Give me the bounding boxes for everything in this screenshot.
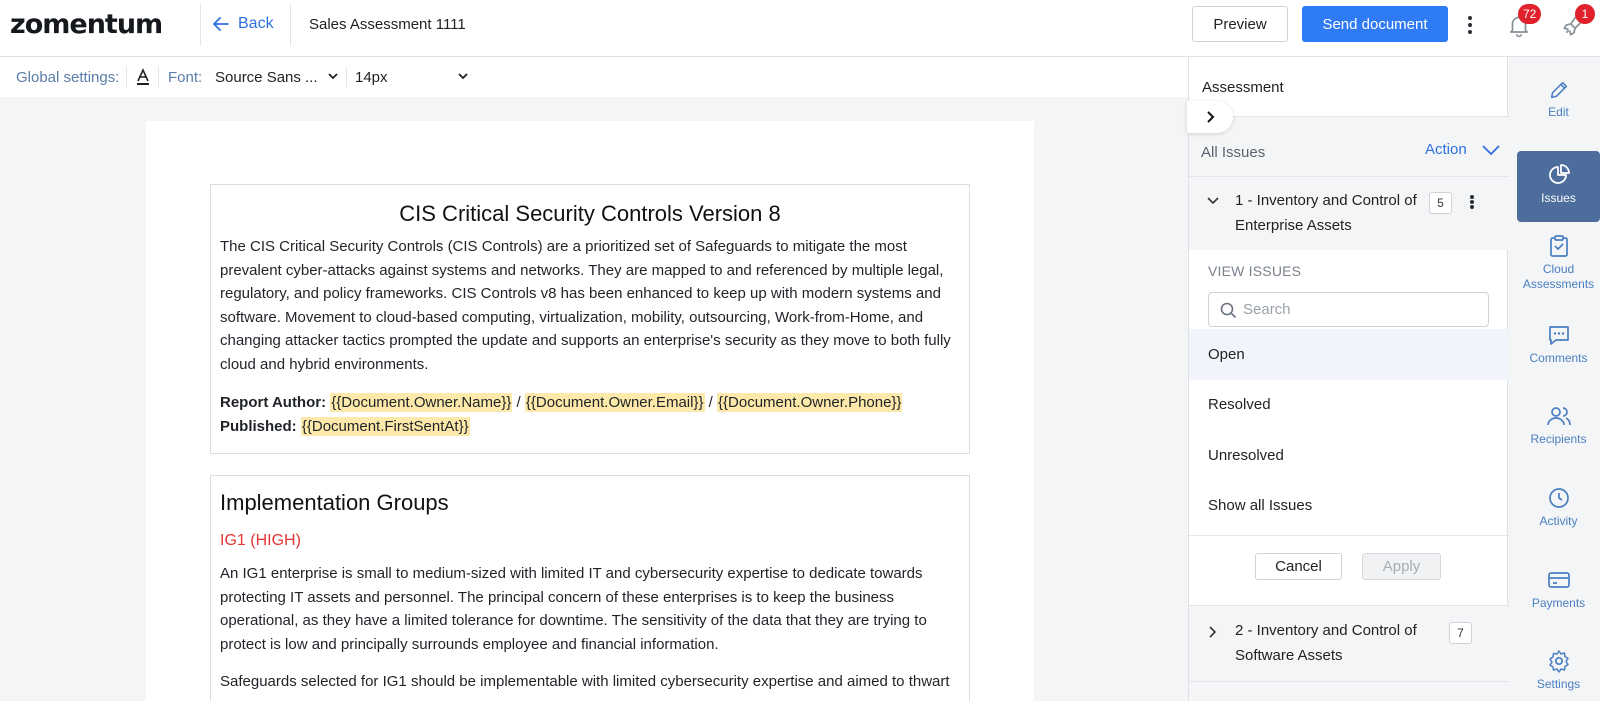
pie-chart-icon	[1547, 163, 1571, 187]
intro-block[interactable]	[210, 184, 970, 454]
owner-name-token[interactable]: {{Document.Owner.Name}}	[331, 394, 512, 411]
apply-button[interactable]: Apply	[1362, 553, 1441, 580]
back-link[interactable]	[213, 15, 274, 33]
issue-count-badge: 7	[1449, 622, 1472, 644]
toolbar-divider	[346, 67, 347, 87]
search-box[interactable]	[1208, 292, 1489, 327]
rail-issues[interactable]: Issues	[1517, 151, 1600, 222]
header-divider	[200, 4, 201, 46]
chevron-down-icon[interactable]	[326, 69, 340, 83]
rail-edit[interactable]: Edit	[1517, 79, 1600, 120]
view-issues-label: VIEW ISSUES	[1208, 263, 1302, 279]
global-settings-label: Global settings:	[16, 69, 120, 86]
assessment-panel	[1188, 57, 1508, 701]
top-header	[0, 0, 1600, 57]
issue-category[interactable]	[1189, 681, 1509, 701]
search-input[interactable]	[1243, 301, 1473, 318]
owner-phone-token[interactable]: {{Document.Owner.Phone}}	[718, 394, 902, 411]
rail-payments[interactable]: Payments	[1517, 568, 1600, 611]
chevron-right-icon	[1203, 110, 1217, 124]
search-icon	[1220, 302, 1237, 319]
separator: /	[516, 394, 521, 411]
first-sent-token[interactable]: {{Document.FirstSentAt}}	[301, 417, 469, 435]
rail-settings[interactable]: Settings	[1517, 649, 1600, 692]
all-issues-label: All Issues	[1201, 144, 1266, 161]
gear-icon	[1547, 649, 1571, 673]
ig1-heading: IG1 (HIGH)	[220, 532, 301, 549]
issue-category[interactable]	[1189, 605, 1509, 681]
chevron-down-icon[interactable]	[1206, 194, 1220, 208]
filter-option-open[interactable]: Open	[1189, 329, 1509, 380]
filter-footer	[1189, 535, 1509, 605]
alerts-badge: 1	[1575, 4, 1595, 24]
more-options-icon[interactable]	[1463, 14, 1477, 36]
clock-icon	[1547, 486, 1571, 510]
document-heading: CIS Critical Security Controls Version 8	[399, 201, 781, 226]
cancel-button[interactable]: Cancel	[1255, 553, 1342, 580]
text-color-icon[interactable]	[135, 68, 151, 86]
action-label: Action	[1425, 141, 1467, 158]
filter-option-unresolved[interactable]: Unresolved	[1208, 447, 1284, 464]
filter-option-resolved[interactable]: Resolved	[1208, 396, 1271, 413]
issue-count-badge: 5	[1429, 192, 1452, 214]
category-label: 2 - Inventory and Control of Software Assets	[1235, 622, 1417, 664]
notifications-button[interactable]	[1506, 7, 1537, 40]
notifications-badge: 72	[1518, 4, 1541, 24]
ig1-paragraph-2: Safeguards selected for IG1 should be implementable with limited cybersecurity expertise and aimed to thwart	[220, 673, 950, 690]
font-select[interactable]: Source Sans ...	[215, 69, 318, 86]
toolbar-divider	[126, 67, 127, 87]
right-rail	[1509, 57, 1600, 701]
rail-activity[interactable]: Activity	[1517, 486, 1600, 529]
chevron-down-icon[interactable]	[456, 69, 470, 83]
document-canvas	[0, 97, 1188, 701]
pencil-icon	[1548, 79, 1570, 101]
rail-cloud-assessments[interactable]: Cloud Assessments	[1517, 234, 1600, 292]
panel-title: Assessment	[1202, 79, 1284, 96]
filter-option-show-all[interactable]: Show all Issues	[1208, 497, 1313, 514]
back-label: Back	[238, 15, 274, 32]
ig1-paragraph: An IG1 enterprise is small to medium-sized with limited IT and cybersecurity expertise to dedicate towards protecting IT assets and personnel. The principal concern of these enterprises is to keep the business operational, as they have a limited tolerance for downtime. The sensitivity of the data that they are trying to protect is low and principally surrounds employee and financial information.	[220, 565, 927, 653]
preview-button[interactable]: Preview	[1192, 6, 1288, 42]
document-page	[146, 121, 1034, 701]
people-icon	[1546, 404, 1572, 428]
implementation-groups-block[interactable]	[210, 475, 970, 701]
clipboard-check-icon	[1548, 234, 1570, 258]
card-icon	[1547, 568, 1571, 592]
section-heading: Implementation Groups	[220, 490, 449, 515]
toolbar-divider	[158, 67, 159, 87]
separator: /	[708, 394, 713, 411]
report-author-row	[220, 391, 960, 415]
category-menu-icon[interactable]	[1465, 193, 1479, 211]
issue-category[interactable]	[1189, 176, 1509, 250]
chevron-down-icon	[1481, 144, 1501, 156]
action-dropdown[interactable]	[1425, 141, 1501, 158]
rail-comments[interactable]: Comments	[1517, 323, 1600, 366]
published-row	[220, 415, 960, 439]
author-label: Report Author:	[220, 394, 327, 411]
chat-icon	[1547, 323, 1571, 347]
alerts-button[interactable]	[1561, 7, 1589, 40]
zomentum-logo[interactable]: zomentum	[10, 9, 163, 40]
chevron-right-icon[interactable]	[1206, 625, 1220, 639]
published-label: Published:	[220, 417, 297, 435]
rail-recipients[interactable]: Recipients	[1517, 404, 1600, 447]
intro-paragraph: The CIS Critical Security Controls (CIS Controls) are a prioritized set of Safeguards to mitigate the most prevalent cyber-attacks against systems and networks. They are mapped to and referenced by multiple legal, regulatory, and policy frameworks. CIS Controls v8 has been enhanced to keep up with modern systems and software. Movement to cloud-based computing, virtualization, mobility, outsourcing, Work-from-Home, and changing attacker tactics prompted the update and supports an enterprise's security as they move to both fully cloud and hybrid environments.	[220, 238, 951, 373]
send-document-button[interactable]: Send document	[1302, 6, 1448, 42]
arrow-left-icon	[213, 17, 229, 31]
category-label: 1 - Inventory and Control of Enterprise Assets	[1235, 192, 1417, 234]
global-settings-toolbar	[0, 57, 1188, 97]
document-title: Sales Assessment 1111	[309, 16, 466, 33]
header-divider	[290, 4, 291, 46]
font-label: Font:	[168, 69, 203, 86]
collapse-panel-button[interactable]	[1187, 101, 1233, 133]
owner-email-token[interactable]: {{Document.Owner.Email}}	[525, 394, 704, 411]
font-size-select[interactable]: 14px	[355, 69, 388, 86]
